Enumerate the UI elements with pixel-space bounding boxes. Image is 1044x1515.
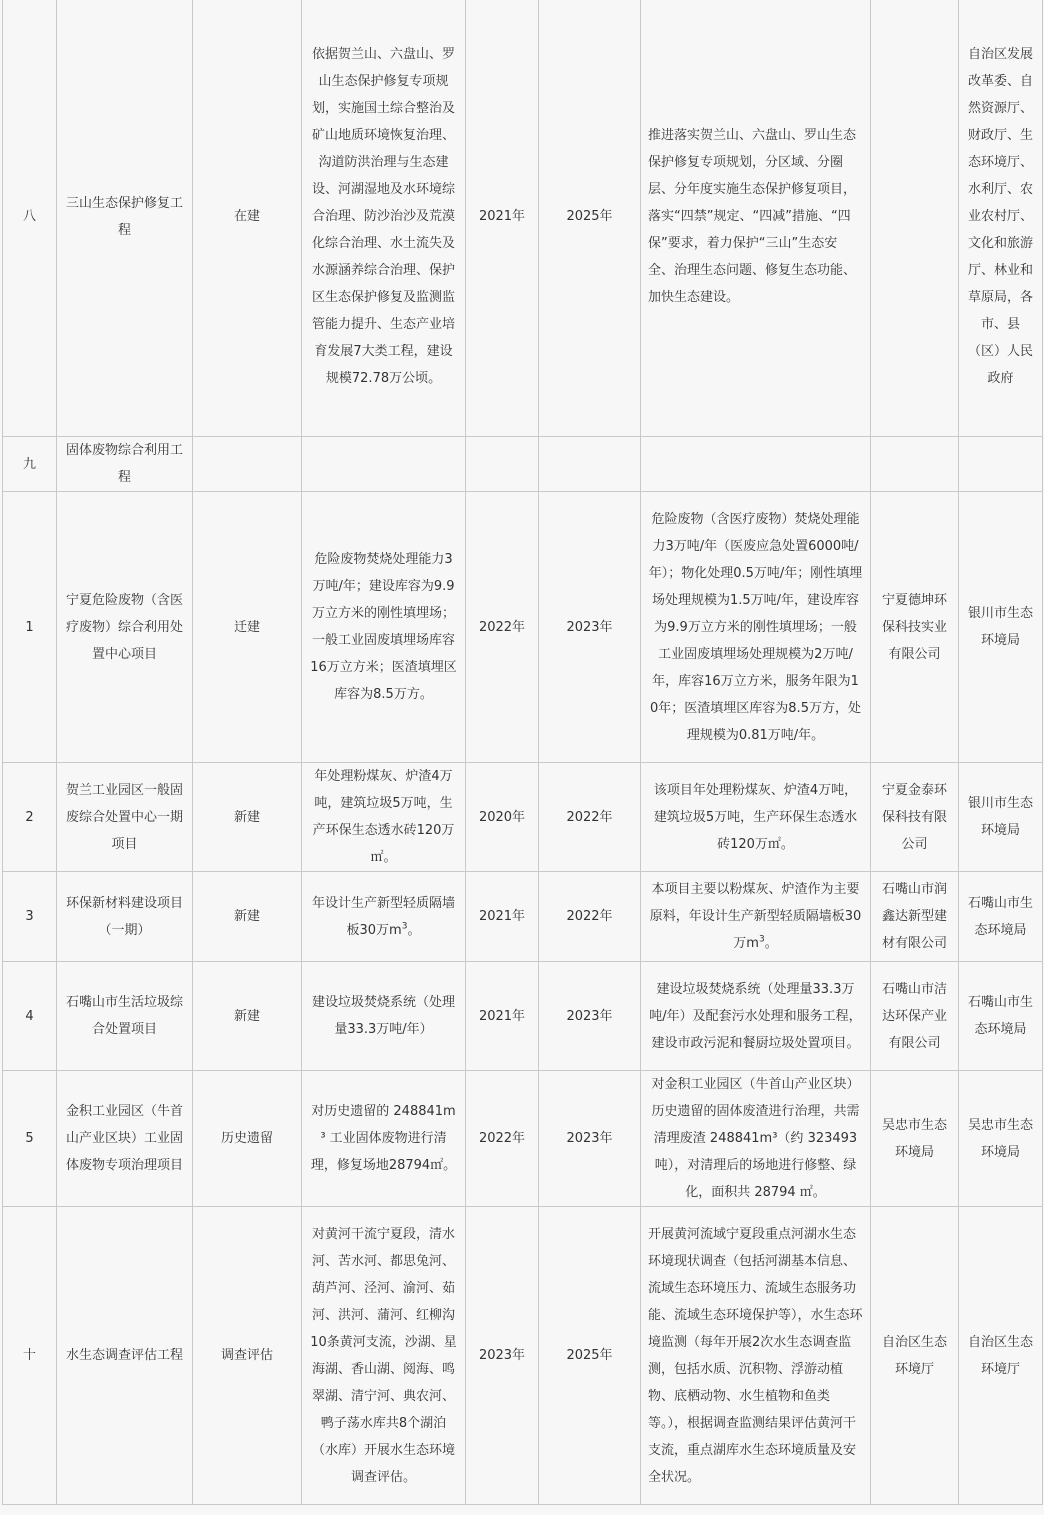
project-goal: 危险废物（含医疗废物）焚烧处理能力3万吨/年（医废应急处置6000吨/年）；物化处理0.5万吨/年；刚性填埋场处理规模为1.5万吨/年，建设库容为9.9万立方米的刚性填埋场；一般工业固废填埋场处理规模为2万吨/年，库容16万立方米，服务年限为10年；医渣填埋区库容为8.5万方，处理规模为0.81万吨/年。 (641, 492, 871, 763)
supervising-department: 石嘴山市生态环境局 (959, 962, 1043, 1071)
construction-type: 迁建 (193, 492, 302, 763)
row-number: 十 (3, 1207, 57, 1505)
construction-content: 依据贺兰山、六盘山、罗山生态保护修复专项规划，实施国土综合整治及矿山地质环境恢复治理、沟道防洪治理与生态建设、河湖湿地及水环境综合治理、防沙治沙及荒漠化综合治理、水土流失及水源涵养综合治理、保护区生态保护修复及监测监管能力提升、生态产业培育发展7大类工程，建设规模72.78万公顷。 (302, 0, 466, 437)
row-number: 4 (3, 962, 57, 1071)
start-year: 2020年 (466, 763, 539, 872)
construction-type: 新建 (193, 962, 302, 1071)
row-number: 5 (3, 1071, 57, 1207)
supervising-department (959, 437, 1043, 492)
supervising-department: 吴忠市生态环境局 (959, 1071, 1043, 1207)
construction-content: 建设垃圾焚烧系统（处理量33.3万吨/年） (302, 962, 466, 1071)
construction-type: 历史遗留 (193, 1071, 302, 1207)
table-row (3, 1071, 1043, 1207)
responsible-unit (871, 437, 959, 492)
end-year: 2023年 (539, 962, 641, 1071)
construction-content: 对黄河干流宁夏段，清水河、苦水河、都思兔河、葫芦河、泾河、渝河、茹河、洪河、蒲河、红柳沟10条黄河支流，沙湖、星海湖、香山湖、阅海、鸣翠湖、清宁河、典农河、鸭子荡水库共8个湖泊（水库）开展水生态环境调查评估。 (302, 1207, 466, 1505)
end-year: 2023年 (539, 1071, 641, 1207)
project-name: 金积工业园区（牛首山产业区块）工业固体废物专项治理项目 (57, 1071, 193, 1207)
content-tail: 。 (407, 922, 421, 938)
construction-content (302, 872, 466, 962)
table-row (3, 962, 1043, 1071)
responsible-unit (871, 0, 959, 437)
construction-type: 新建 (193, 763, 302, 872)
project-goal: 对金积工业园区（牛首山产业区块）历史遗留的固体废渣进行治理，共需清理废渣 248841m³（约 323493 吨），对清理后的场地进行修整、绿化，面积共 28794 ㎡。 (641, 1071, 871, 1207)
project-name: 石嘴山市生活垃圾综合处置项目 (57, 962, 193, 1071)
project-name: 固体废物综合利用工程 (57, 437, 193, 492)
start-year: 2023年 (466, 1207, 539, 1505)
content-text: 年设计生产新型轻质隔墙板30万m (311, 895, 455, 938)
construction-content: 年处理粉煤灰、炉渣4万吨，建筑垃圾5万吨，生产环保生态透水砖120万㎡。 (302, 763, 466, 872)
construction-content (302, 437, 466, 492)
project-name: 水生态调查评估工程 (57, 1207, 193, 1505)
end-year: 2023年 (539, 492, 641, 763)
construction-type: 新建 (193, 872, 302, 962)
responsible-unit: 吴忠市生态环境局 (871, 1071, 959, 1207)
row-number: 1 (3, 492, 57, 763)
project-goal (641, 872, 871, 962)
project-goal: 推进落实贺兰山、六盘山、罗山生态保护修复专项规划，分区域、分圈层、分年度实施生态保护修复项目，落实“四禁”规定、“四减”措施、“四保”要求，着力保护“三山”生态安全、治理生态问题、修复生态功能、加快生态建设。 (641, 0, 871, 437)
end-year: 2022年 (539, 763, 641, 872)
responsible-unit: 自治区生态环境厅 (871, 1207, 959, 1505)
supervising-department: 自治区发展改革委、自然资源厅、财政厅、生态环境厅、水利厅、农业农村厅、文化和旅游厅、林业和草原局，各市、县（区）人民政府 (959, 0, 1043, 437)
project-goal (641, 437, 871, 492)
end-year (539, 437, 641, 492)
start-year: 2022年 (466, 1071, 539, 1207)
start-year: 2021年 (466, 872, 539, 962)
responsible-unit: 石嘴山市润鑫达新型建材有限公司 (871, 872, 959, 962)
table-row (3, 1207, 1043, 1505)
responsible-unit: 石嘴山市洁达环保产业有限公司 (871, 962, 959, 1071)
project-goal: 建设垃圾焚烧系统（处理量33.3万吨/年）及配套污水处理和服务工程，建设市政污泥和餐厨垃圾处置项目。 (641, 962, 871, 1071)
supervising-department: 石嘴山市生态环境局 (959, 872, 1043, 962)
start-year (466, 437, 539, 492)
end-year: 2022年 (539, 872, 641, 962)
row-number: 九 (3, 437, 57, 492)
table-row (3, 0, 1043, 437)
project-name: 环保新材料建设项目（一期） (57, 872, 193, 962)
construction-type: 调查评估 (193, 1207, 302, 1505)
construction-content: 危险废物焚烧处理能力3万吨/年；建设库容为9.9万立方米的刚性填埋场；一般工业固废填埋场库容16万立方米；医渣填埋区库容为8.5万方。 (302, 492, 466, 763)
table-row (3, 763, 1043, 872)
construction-type: 在建 (193, 0, 302, 437)
end-year: 2025年 (539, 0, 641, 437)
start-year: 2021年 (466, 0, 539, 437)
superscript: 3 (401, 921, 408, 932)
supervising-department: 银川市生态环境局 (959, 763, 1043, 872)
table-row (3, 437, 1043, 492)
responsible-unit: 宁夏德坤环保科技实业有限公司 (871, 492, 959, 763)
supervising-department: 银川市生态环境局 (959, 492, 1043, 763)
supervising-department: 自治区生态环境厅 (959, 1207, 1043, 1505)
project-table (2, 0, 1043, 1505)
goal-tail: 。 (764, 936, 778, 951)
row-number: 3 (3, 872, 57, 962)
end-year: 2025年 (539, 1207, 641, 1505)
project-name: 宁夏危险废物（含医疗废物）综合利用处置中心项目 (57, 492, 193, 763)
project-goal: 该项目年处理粉煤灰、炉渣4万吨，建筑垃圾5万吨，生产环保生态透水砖120万㎡。 (641, 763, 871, 872)
start-year: 2021年 (466, 962, 539, 1071)
row-number: 八 (3, 0, 57, 437)
construction-content: 对历史遗留的 248841m³ 工业固体废物进行清理，修复场地28794㎡。 (302, 1071, 466, 1207)
construction-type (193, 437, 302, 492)
project-name: 三山生态保护修复工程 (57, 0, 193, 437)
table-row (3, 492, 1043, 763)
start-year: 2022年 (466, 492, 539, 763)
row-number: 2 (3, 763, 57, 872)
table-row (3, 872, 1043, 962)
responsible-unit: 宁夏金泰环保科技有限公司 (871, 763, 959, 872)
project-name: 贺兰工业园区一般固废综合处置中心一期项目 (57, 763, 193, 872)
goal-text: 本项目主要以粉煤灰、炉渣作为主要原料，年设计生产新型轻质隔墙板30万m (649, 882, 862, 951)
superscript: 3 (758, 934, 765, 945)
project-goal: 开展黄河流域宁夏段重点河湖水生态环境现状调查（包括河湖基本信息、流域生态环境压力、流域生态服务功能、流域生态环境保护等），水生态环境监测（每年开展2次水生态调查监测，包括水质、沉积物、浮游动植物、底栖动物、水生植物和鱼类等。），根据调查监测结果评估黄河干支流，重点湖库水生态环境质量及安全状况。 (641, 1207, 871, 1505)
